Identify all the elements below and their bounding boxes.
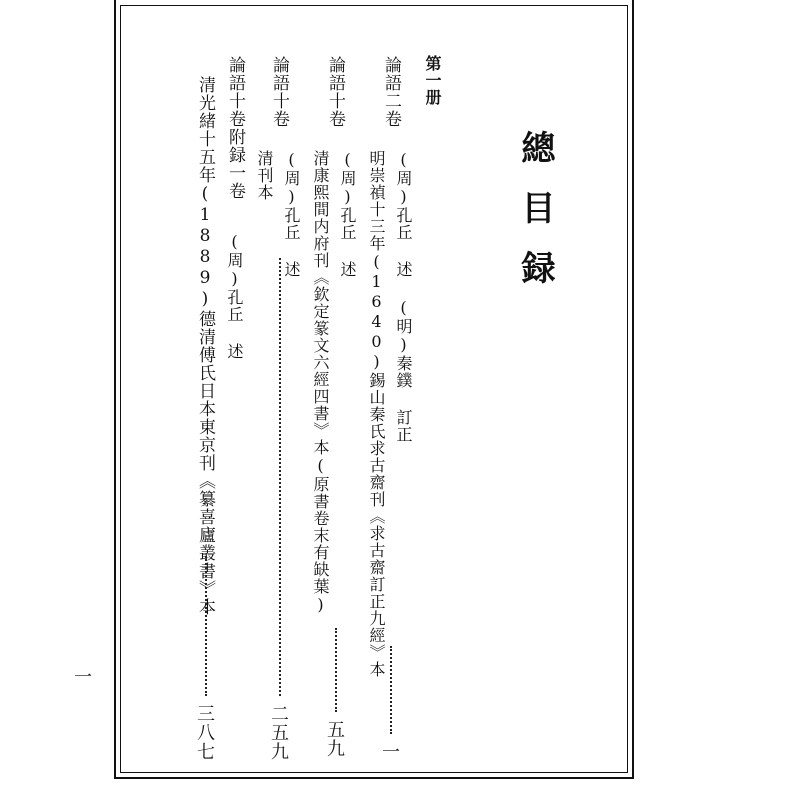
entry-1-page-number: 一	[379, 742, 400, 761]
entry-2-heading: 論語十卷	[325, 56, 345, 128]
entry-3-line-1: (周)孔丘 述	[282, 150, 301, 278]
entry-5-page-number: 三八七	[194, 704, 215, 761]
entry-4-heading: 論語十卷附録一卷	[225, 56, 245, 200]
entry-2-line-2: 清康熙間内府刊《欽定篆文六經四書》本(原書卷末有缺葉)	[311, 150, 330, 615]
entry-2-leader-dots	[335, 628, 337, 712]
entry-3-leader-dots	[279, 258, 281, 696]
entry-5-heading: 清光緒十五年(1889)德清傅氏日本東京刊《纂喜廬叢書》本	[195, 76, 215, 616]
volume-label: 第一册	[423, 55, 442, 106]
page-folio-number: 一	[74, 667, 92, 688]
entry-3-heading: 論語十卷	[269, 56, 289, 128]
entry-3-line-2: 清刊本	[255, 150, 274, 201]
entry-1-line-1: (周)孔丘 述 (明)秦鏷 訂正	[394, 150, 413, 443]
entry-2-line-1: (周)孔丘 述	[338, 150, 357, 278]
entry-1-heading: 論語二卷	[381, 56, 401, 128]
entry-1-leader-dots	[390, 646, 392, 734]
toc-title: 總目録	[515, 130, 555, 310]
entry-2-page-number: 五九	[324, 720, 345, 758]
entry-4-line-1: (周)孔丘 述	[225, 232, 244, 360]
entry-1-line-2: 明崇禎十三年(1640)錫山秦氏求古齋刊《求古齋訂正九經》本	[367, 150, 386, 678]
entry-5-leader-dots	[205, 556, 207, 696]
entry-3-page-number: 二五九	[268, 704, 289, 761]
